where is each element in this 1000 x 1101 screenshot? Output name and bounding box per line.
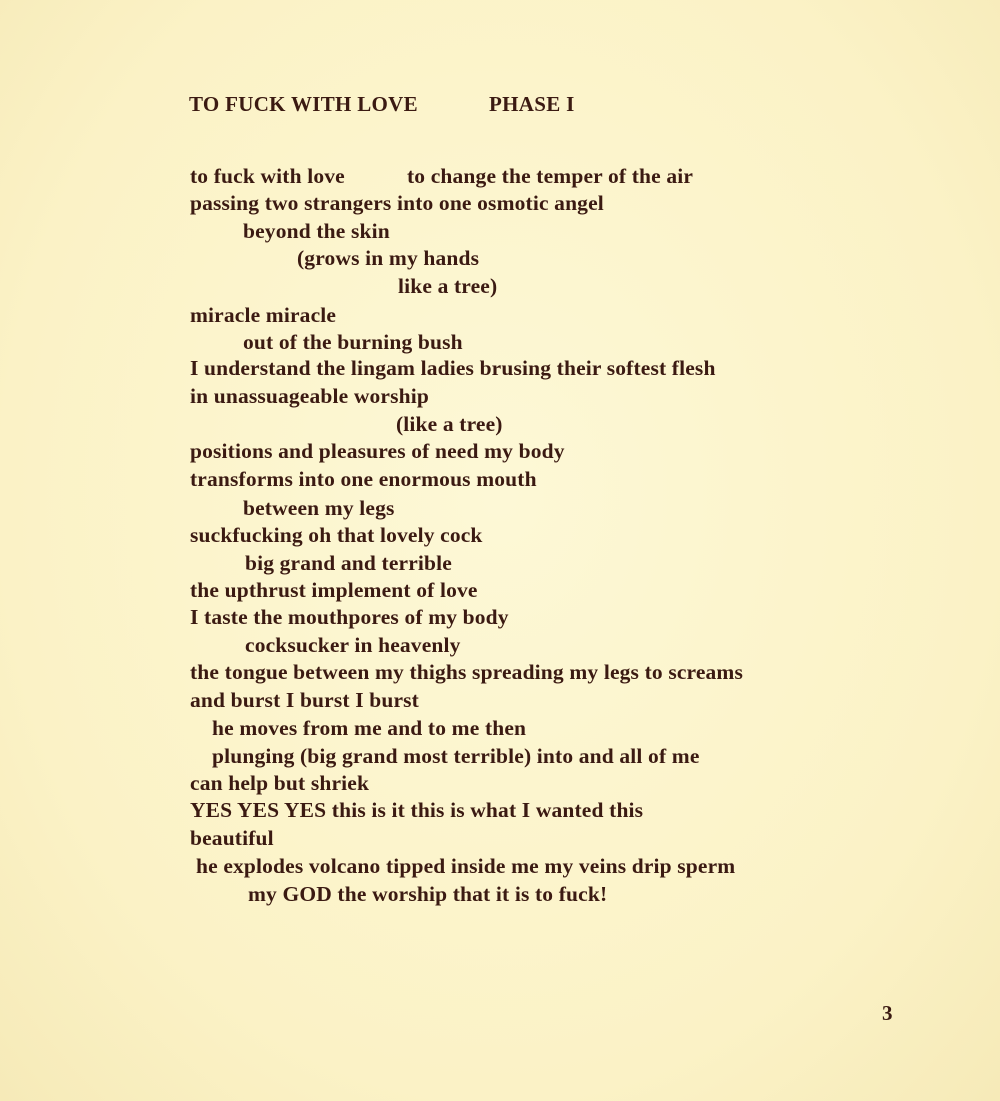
poem-line: YES YES YES this is it this is what I wanted this (190, 798, 644, 822)
poem-line: he explodes volcano tipped inside me my veins drip sperm (196, 854, 736, 878)
poem-line: in unassuageable worship (190, 384, 429, 408)
poem-line: (like a tree) (396, 412, 503, 436)
poem-line: my GOD the worship that it is to fuck! (248, 882, 608, 906)
poem-line: transforms into one enormous mouth (190, 467, 537, 491)
page-number: 3 (882, 1001, 893, 1025)
poem-line: cocksucker in heavenly (245, 633, 461, 657)
poem-line: the upthrust implement of love (190, 578, 478, 602)
poem-line: between my legs (243, 496, 395, 520)
poem-line: like a tree) (398, 274, 498, 298)
poem-line: I understand the lingam ladies brusing their softest flesh (190, 356, 716, 380)
poem-line: passing two strangers into one osmotic angel (190, 191, 604, 215)
poem-line: big grand and terrible (245, 551, 452, 575)
poem-line: I taste the mouthpores of my body (190, 605, 509, 629)
poem-line: beyond the skin (243, 219, 390, 243)
poem-line: plunging (big grand most terrible) into and all of me (212, 744, 700, 768)
poem-title: TO FUCK WITH LOVE (189, 92, 418, 116)
poem-line: to fuck with love (190, 164, 345, 188)
poem-line: to change the temper of the air (407, 164, 694, 188)
poem-line: and burst I burst I burst (190, 688, 419, 712)
poem-line: the tongue between my thighs spreading my legs to screams (190, 660, 743, 684)
poem-line: (grows in my hands (297, 246, 480, 270)
poem-line: he moves from me and to me then (212, 716, 527, 740)
poem-line: miracle miracle (190, 303, 337, 327)
poem-line: out of the burning bush (243, 330, 463, 354)
poem-line: positions and pleasures of need my body (190, 439, 565, 463)
poem-phase: PHASE I (489, 92, 575, 116)
poem-line: beautiful (190, 826, 274, 850)
poem-line: suckfucking oh that lovely cock (190, 523, 483, 547)
poem-line: can help but shriek (190, 771, 370, 795)
